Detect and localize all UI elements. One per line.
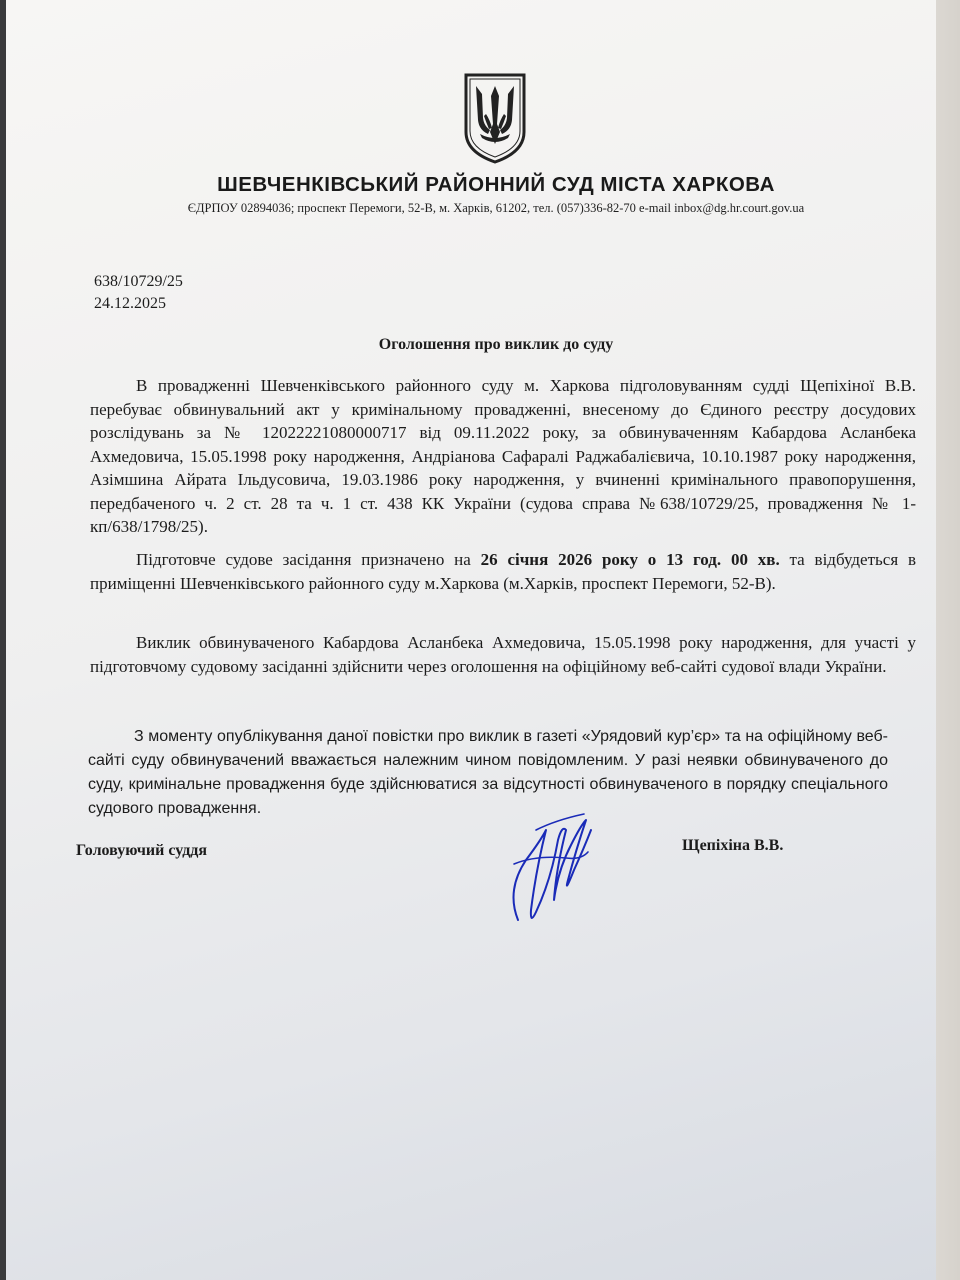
paragraph-proceedings: В провадженні Шевченківського районного суду м. Харкова підголовуванням судді Щепіхіної В.В. перебуває обвинувальний акт у кримінальному провадженні, внесеному до Єдиного реєстру досудових розслідувань за № 12022221080000717 від 09.11.2022 року, за обвинуваченням Кабардова Асланбека Ахмедовича, 15.05.1998 року народження, Андріанова Сафаралі Раджабалієвича, 10.10.1987 року народження, Азімшина Айрата Ільдусовича, 19.03.1986 року народження, у вчиненні кримінального правопорушення, передбаченого ч. 2 ст. 28 та ч. 1 ст. 438 КК України (судова справа №638/10729/25, провадження № 1-кп/638/1798/25). <box>90 376 916 536</box>
document-title: Оголошення про виклик до суду <box>378 336 614 353</box>
signature-scribble <box>496 800 606 940</box>
hearing-text-end: та відбудеться в приміщенні Шевченківського районного суду м.Харкова (м.Харків, проспект Перемоги, 52-В). <box>90 550 916 593</box>
case-number: 638/10729/25 <box>94 273 183 290</box>
court-contacts: ЄДРПОУ 02894036; проспект Перемоги, 52-В, м. Харків, 61202, тел. (057)336-82-70 e-mail inbox@dg.hr.court.gov.ua <box>187 201 805 215</box>
court-name: ШЕВЧЕНКІВСЬКИЙ РАЙОННИЙ СУД МІСТА ХАРКОВА <box>217 173 775 196</box>
paragraph-hearing <box>90 548 916 595</box>
presiding-judge-label: Головуючий суддя <box>76 842 208 859</box>
hearing-datetime: 26 січня 2026 року о 13 год. 00 хв. <box>480 550 780 569</box>
paragraph-notice: З моменту опублікування даної повістки про виклик в газеті «Урядовий кур’єр» та на офіційному веб-сайті суду обвинувачений вважається належним чином повідомленим. У разі неявки обвинуваченого до суду, кримінальне провадження буде здійснюватися за відсутності обвинуваченого в порядку спеціального судового провадження. <box>88 728 888 817</box>
document-page <box>6 0 936 1280</box>
hearing-text-start: Підготовче судове засідання призначено на <box>136 550 481 569</box>
paragraph-summons: Виклик обвинуваченого Кабардова Асланбека Ахмедовича, 15.05.1998 року народження, для участі у підготовчому судовому засіданні здійснити через оголошення на офіційному веб-сайті судової влади України. <box>90 633 916 676</box>
document-date: 24.12.2025 <box>94 295 166 312</box>
trident-emblem-icon <box>462 72 528 164</box>
judge-name: Щепіхіна В.В. <box>682 837 784 854</box>
